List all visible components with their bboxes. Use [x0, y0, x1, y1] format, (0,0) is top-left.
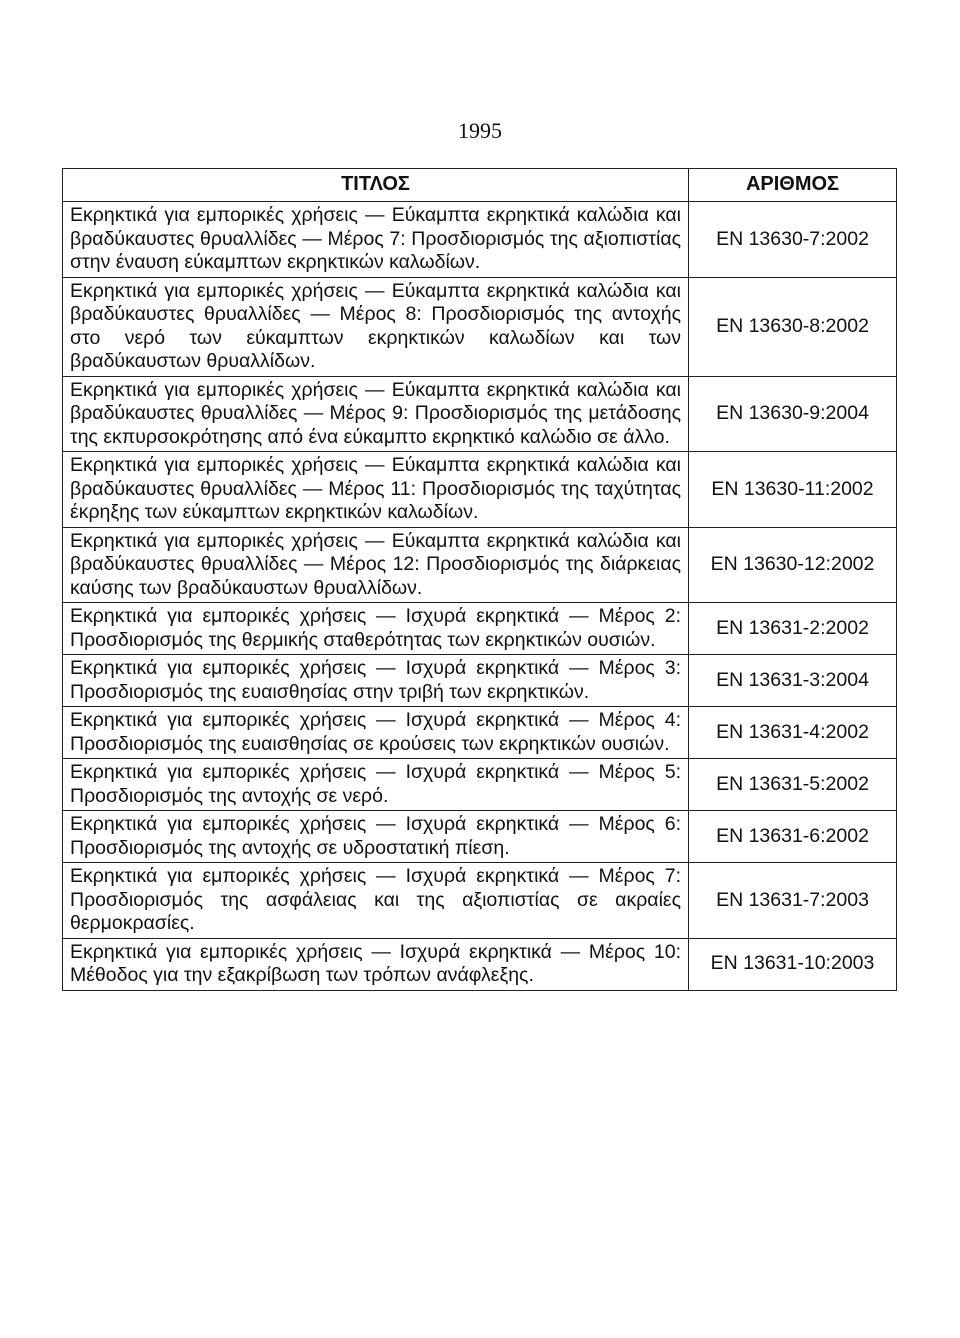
column-header-title: ΤΙΤΛΟΣ [63, 169, 689, 202]
page-number: 1995 [458, 118, 502, 143]
standard-title: Εκρηκτικά για εμπορικές χρήσεις — Ισχυρά εκρηκτικά — Μέρος 5: Προσδιορισμός της αντοχής σε νερό. [63, 759, 689, 811]
standard-number: EN 13631-7:2003 [689, 863, 897, 939]
table-row [63, 707, 897, 759]
standard-title: Εκρηκτικά για εμπορικές χρήσεις — Ισχυρά εκρηκτικά — Μέρος 7: Προσδιορισμός της ασφάλειας και της αξιοπιστίας σε ακραίες θερμοκρασίες. [63, 863, 689, 939]
table-row [63, 376, 897, 452]
standard-title: Εκρηκτικά για εμπορικές χρήσεις — Ισχυρά εκρηκτικά — Μέρος 10: Μέθοδος για την εξακρίβωση των τρόπων ανάφλεξης. [63, 938, 689, 990]
table-row [63, 527, 897, 603]
standard-title: Εκρηκτικά για εμπορικές χρήσεις — Ισχυρά εκρηκτικά — Μέρος 2: Προσδιορισμός της θερμικής σταθερότητας των εκρηκτικών ουσιών. [63, 603, 689, 655]
table-row [63, 863, 897, 939]
standard-number: EN 13630-8:2002 [689, 277, 897, 376]
standard-number: EN 13631-6:2002 [689, 811, 897, 863]
table-row [63, 603, 897, 655]
column-header-number: ΑΡΙΘΜΟΣ [689, 169, 897, 202]
standard-title: Εκρηκτικά για εμπορικές χρήσεις — Εύκαμπτα εκρηκτικά καλώδια και βραδύκαυστες θρυαλλίδες — Μέρος 12: Προσδιορισμός της διάρκειας καύσης των βραδύκαυστων θρυαλλίδων. [63, 527, 689, 603]
standard-number: EN 13631-10:2003 [689, 938, 897, 990]
standard-number: EN 13630-11:2002 [689, 452, 897, 528]
standard-title: Εκρηκτικά για εμπορικές χρήσεις — Εύκαμπτα εκρηκτικά καλώδια και βραδύκαυστες θρυαλλίδες — Μέρος 7: Προσδιορισμός της αξιοπιστίας στην έναυση εύκαμπτων εκρηκτικών καλωδίων. [63, 202, 689, 278]
standards-table [62, 168, 897, 991]
table-header-row [63, 169, 897, 202]
standard-title: Εκρηκτικά για εμπορικές χρήσεις — Ισχυρά εκρηκτικά — Μέρος 3: Προσδιορισμός της ευαισθησίας στην τριβή των εκρηκτικών. [63, 655, 689, 707]
standard-number: EN 13630-7:2002 [689, 202, 897, 278]
table-row [63, 655, 897, 707]
standard-number: EN 13631-2:2002 [689, 603, 897, 655]
standard-title: Εκρηκτικά για εμπορικές χρήσεις — Εύκαμπτα εκρηκτικά καλώδια και βραδύκαυστες θρυαλλίδες — Μέρος 11: Προσδιορισμός της ταχύτητας έκρηξης των εύκαμπτων εκρηκτικών καλωδίων. [63, 452, 689, 528]
standard-title: Εκρηκτικά για εμπορικές χρήσεις — Ισχυρά εκρηκτικά — Μέρος 6: Προσδιορισμός της αντοχής σε υδροστατική πίεση. [63, 811, 689, 863]
standard-title: Εκρηκτικά για εμπορικές χρήσεις — Εύκαμπτα εκρηκτικά καλώδια και βραδύκαυστες θρυαλλίδες — Μέρος 8: Προσδιορισμός της αντοχής στο νερό των εύκαμπτων εκρηκτικών καλωδίων και των βραδύκαυστων θρυαλλίδων. [63, 277, 689, 376]
standard-number: EN 13630-12:2002 [689, 527, 897, 603]
table-row [63, 759, 897, 811]
standard-number: EN 13631-4:2002 [689, 707, 897, 759]
standard-number: EN 13631-5:2002 [689, 759, 897, 811]
table-row [63, 452, 897, 528]
standard-number: EN 13630-9:2004 [689, 376, 897, 452]
standard-number: EN 13631-3:2004 [689, 655, 897, 707]
table-row [63, 938, 897, 990]
table-row [63, 202, 897, 278]
table-row [63, 811, 897, 863]
standard-title: Εκρηκτικά για εμπορικές χρήσεις — Ισχυρά εκρηκτικά — Μέρος 4: Προσδιορισμός της ευαισθησίας σε κρούσεις των εκρηκτικών ουσιών. [63, 707, 689, 759]
standard-title: Εκρηκτικά για εμπορικές χρήσεις — Εύκαμπτα εκρηκτικά καλώδια και βραδύκαυστες θρυαλλίδες — Μέρος 9: Προσδιορισμός της μετάδοσης της εκπυρσοκρότησης από ένα εύκαμπτο εκρηκτικό καλώδιο σε άλλο. [63, 376, 689, 452]
table-row [63, 277, 897, 376]
